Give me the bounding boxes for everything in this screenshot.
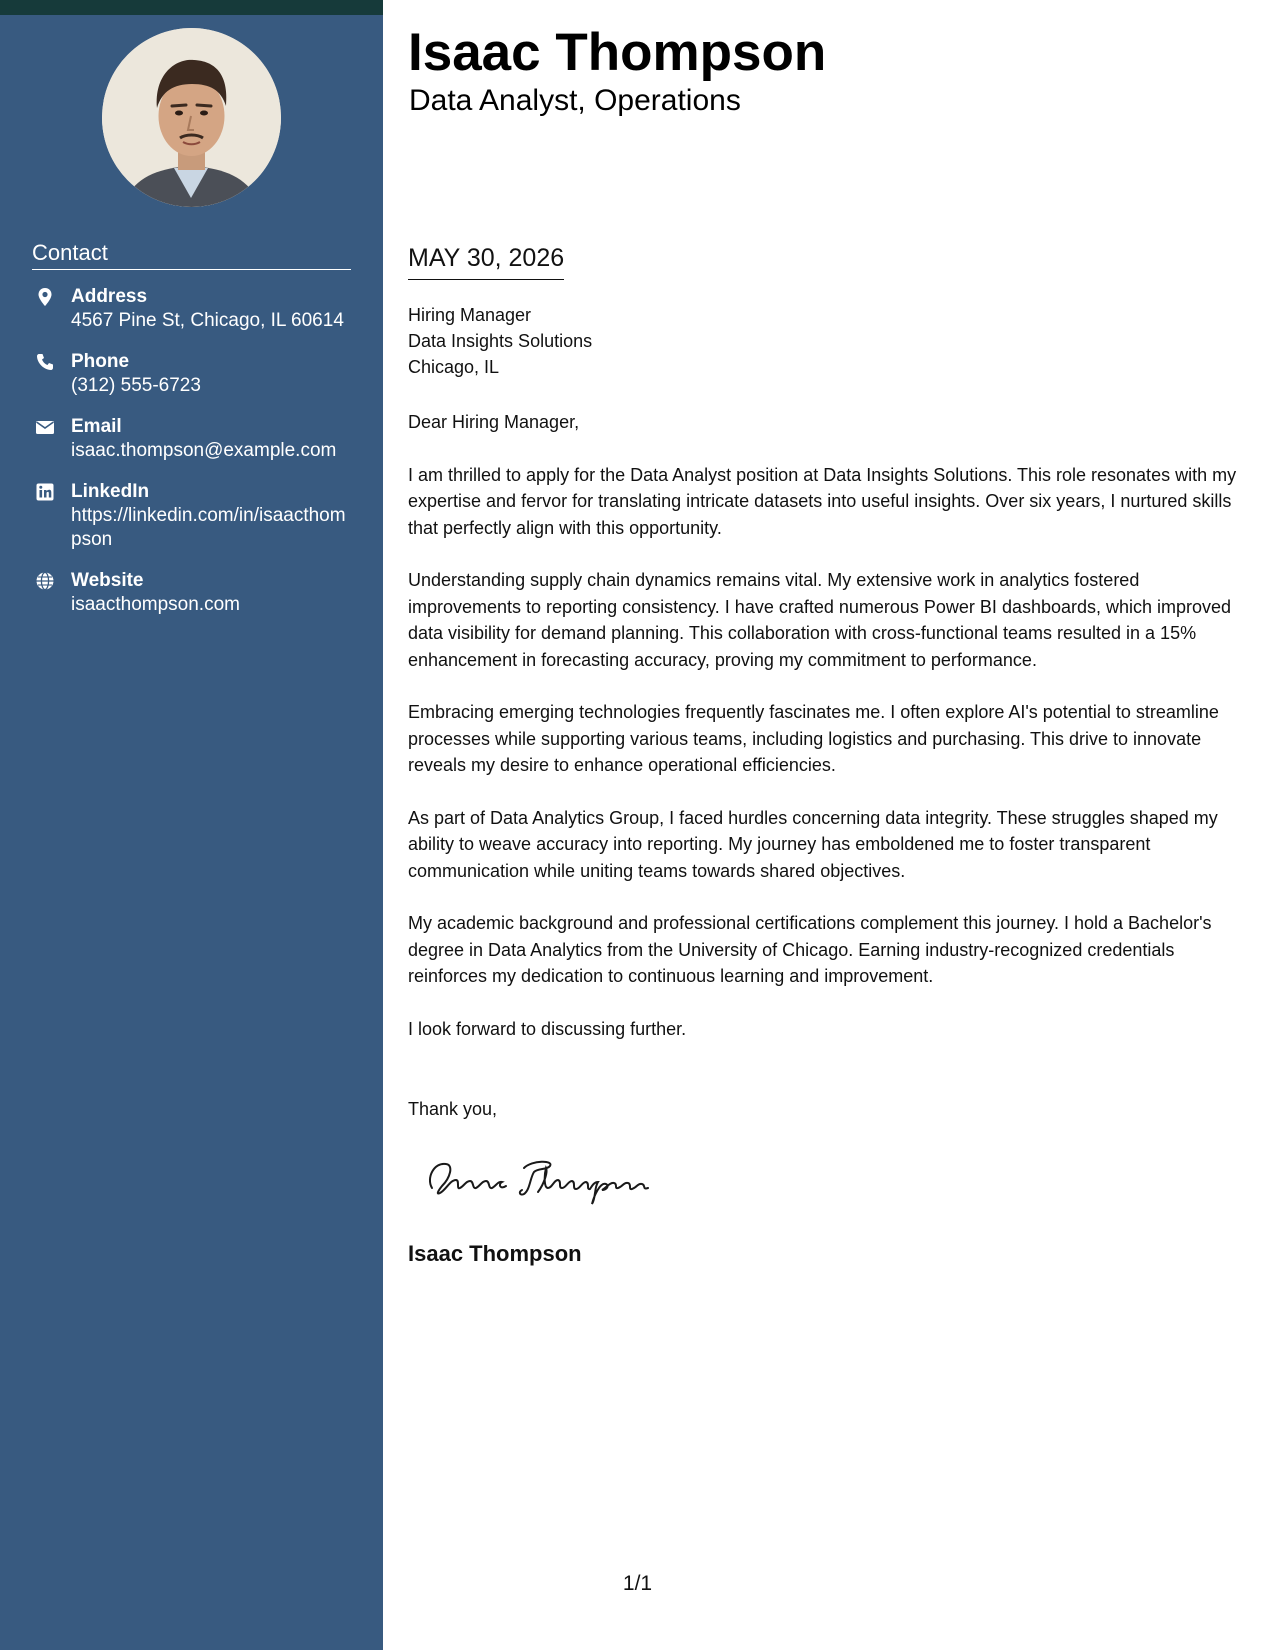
contact-heading: Contact xyxy=(32,240,351,270)
contact-item-phone xyxy=(32,350,352,398)
contact-value-phone: (312) 555-6723 xyxy=(71,375,201,396)
contact-label-linkedin: LinkedIn xyxy=(71,481,150,502)
sidebar-top-bar xyxy=(0,0,383,15)
contact-item-address xyxy=(32,285,352,333)
contact-label-phone: Phone xyxy=(71,351,130,372)
page-number: 1/1 xyxy=(622,1572,653,1595)
body-paragraph: My academic background and professional certifications complement this journey. I hold a Bachelor's degree in Data Analytics from the University of Chicago. Earning industry-recognized credentials reinforces my dedication to continuous learning and improvement. xyxy=(408,913,1212,986)
sidebar xyxy=(0,0,383,1650)
applicant-name: Isaac Thompson xyxy=(408,23,827,82)
contact-value-website[interactable]: isaacthompson.com xyxy=(71,594,240,615)
closing: Thank you, xyxy=(408,1099,498,1119)
contact-label-address: Address xyxy=(71,286,148,307)
letter-body xyxy=(408,409,1253,1068)
body-paragraph: Understanding supply chain dynamics remains vital. My extensive work in analytics fostered improvements to reporting consistency. I have crafted numerous Power BI dashboards, which improved data visibility for demand planning. This collaboration with cross-functional teams resulted in a 15% enhancement in forecasting accuracy, proving my commitment to performance. xyxy=(408,570,1232,670)
contact-label-email: Email xyxy=(71,416,122,437)
contact-list xyxy=(32,285,352,634)
recipient-location: Chicago, IL xyxy=(408,357,500,377)
body-paragraph: I look forward to discussing further. xyxy=(408,1018,687,1039)
signer-name: Isaac Thompson xyxy=(408,1241,582,1266)
handwritten-signature xyxy=(420,1148,665,1208)
contact-item-linkedin xyxy=(32,480,352,552)
linkedin-icon xyxy=(35,482,55,502)
recipient-company: Data Insights Solutions xyxy=(408,331,593,351)
globe-icon xyxy=(35,571,55,591)
profile-photo xyxy=(102,28,281,207)
contact-item-email xyxy=(32,415,352,463)
phone-icon xyxy=(35,352,55,372)
map-pin-icon xyxy=(35,287,55,307)
letter-date: MAY 30, 2026 xyxy=(408,243,564,280)
contact-label-website: Website xyxy=(71,570,144,591)
recipient-block xyxy=(408,302,592,380)
job-title: Data Analyst, Operations xyxy=(409,84,741,117)
contact-value-email[interactable]: isaac.thompson@example.com xyxy=(71,440,337,461)
body-paragraph: I am thrilled to apply for the Data Analyst position at Data Insights Solutions. This role resonates with my expertise and fervor for translating intricate datasets into useful insights. Over six years, I nurtured skills that perfectly align with this opportunity. xyxy=(408,464,1237,538)
body-paragraph: As part of Data Analytics Group, I faced hurdles concerning data integrity. These struggles shaped my ability to weave accuracy into reporting. My journey has emboldened me to foster transparent communication while uniting teams towards shared objectives. xyxy=(408,807,1218,881)
contact-value-linkedin[interactable]: https://linkedin.com/in/isaacthompson xyxy=(71,505,346,550)
recipient-title: Hiring Manager xyxy=(408,305,532,325)
contact-value-address: 4567 Pine St, Chicago, IL 60614 xyxy=(71,310,344,331)
body-paragraph: Embracing emerging technologies frequently fascinates me. I often explore AI's potential to streamline processes while supporting various teams, including logistics and purchasing. This drive to innovate reveals my desire to enhance operational efficiencies. xyxy=(408,702,1219,775)
salutation: Dear Hiring Manager, xyxy=(408,412,580,432)
contact-item-website xyxy=(32,569,352,617)
envelope-icon xyxy=(35,417,55,437)
